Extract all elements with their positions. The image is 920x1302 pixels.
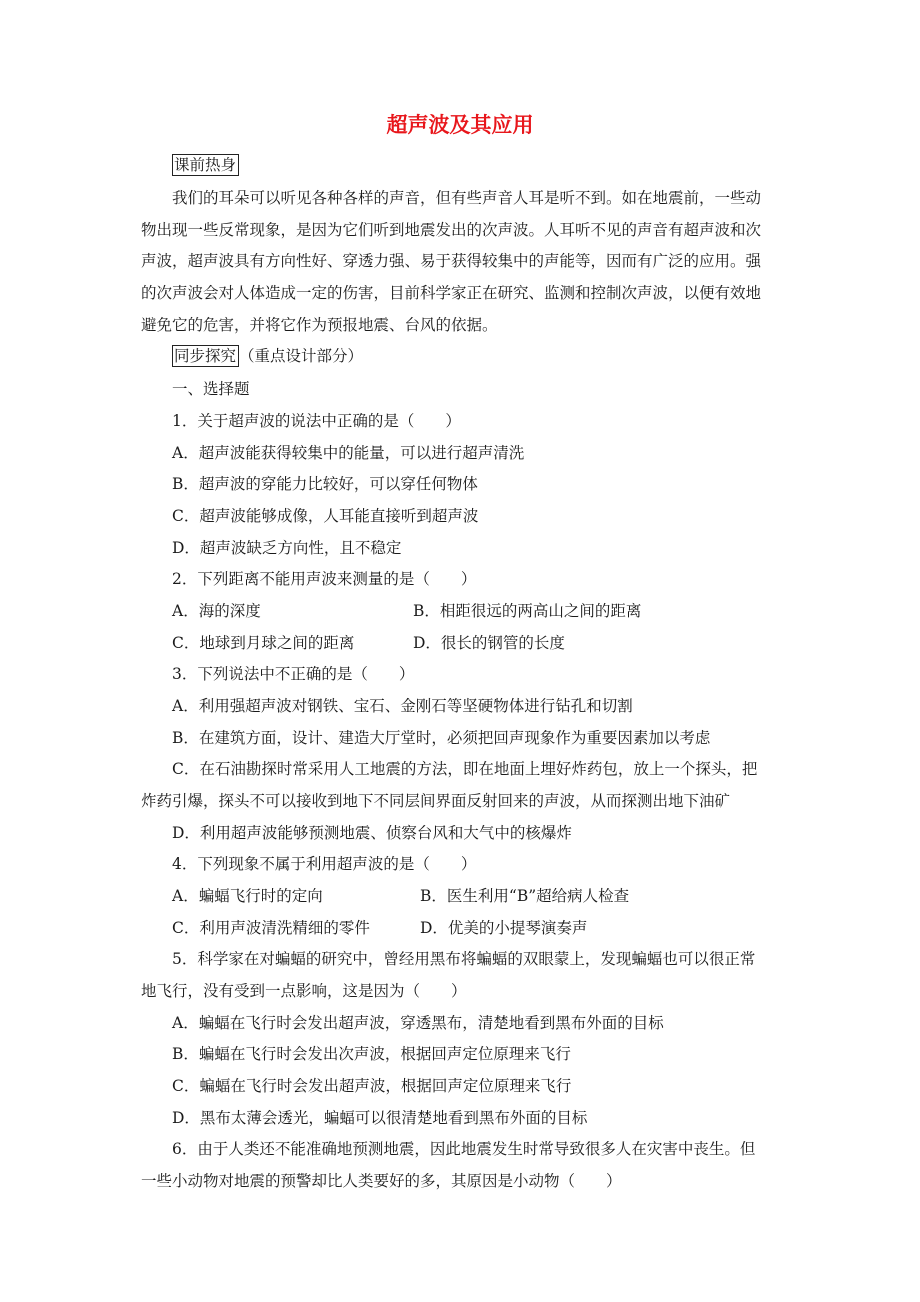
- q4-option-c: C．利用声波清洗精细的零件: [172, 919, 370, 937]
- q2-option-b: B．相距很远的两高山之间的距离: [413, 602, 642, 620]
- q5-option-a: A．蝙蝠在飞行时会发出超声波，穿透黑布，清楚地看到黑布外面的目标: [172, 1014, 664, 1032]
- q4-option-d: D．优美的小提琴演奏声: [420, 919, 588, 937]
- page-title: 超声波及其应用: [386, 113, 534, 137]
- q3-option-c-line-1: C．在石油勘探时常采用人工地震的方法，即在地面上埋好炸药包，放上一个探头，把: [172, 760, 758, 778]
- q1-option-c: C．超声波能够成像，人耳能直接听到超声波: [172, 507, 479, 525]
- q3-option-c-line-2: 炸药引爆，探头不可以接收到地下不同层间界面反射回来的声波，从而探测出地下油矿: [141, 792, 731, 810]
- warmup-heading: 课前热身: [172, 154, 239, 176]
- q3-option-b: B．在建筑方面，设计、建造大厅堂时，必须把回声现象作为重要因素加以考虑: [172, 729, 711, 747]
- warmup-line-1: 我们的耳朵可以听见各种各样的声音，但有些声音人耳是听不到。如在地震前，一些动: [172, 189, 762, 207]
- q2-option-a: A．海的深度: [172, 602, 261, 620]
- q1-option-d: D．超声波缺乏方向性，且不稳定: [172, 539, 402, 557]
- warmup-line-5: 避免它的危害，并将它作为预报地震、台风的依据。: [141, 316, 498, 334]
- q4-stem: 4．下列现象不属于利用超声波的是（ ）: [172, 855, 477, 873]
- sync-heading-row: [172, 345, 822, 367]
- q2-stem: 2．下列距离不能用声波来测量的是（ ）: [172, 570, 477, 588]
- q6-stem-line-2: 一些小动物对地震的预警却比人类要好的多，其原因是小动物（ ）: [141, 1172, 622, 1190]
- q4-option-a: A．蝙蝠飞行时的定向: [172, 887, 323, 905]
- warmup-line-3: 声波，超声波具有方向性好、穿透力强、易于获得较集中的声能等，因而有广泛的应用。强: [141, 252, 762, 270]
- q6-stem-line-1: 6．由于人类还不能准确地预测地震，因此地震发生时常导致很多人在灾害中丧生。但: [172, 1140, 756, 1158]
- q2-option-d: D．很长的钢管的长度: [413, 634, 565, 652]
- q3-stem: 3．下列说法中不正确的是（ ）: [172, 665, 415, 683]
- warmup-line-2: 物出现一些反常现象，是因为它们听到地震发出的次声波。人耳听不见的声音有超声波和次: [141, 221, 762, 239]
- q1-option-b: B．超声波的穿能力比较好，可以穿任何物体: [172, 475, 478, 493]
- q5-option-c: C．蝙蝠在飞行时会发出超声波，根据回声定位原理来飞行: [172, 1077, 572, 1095]
- sync-heading: 同步探究: [172, 345, 239, 367]
- warmup-line-4: 的次声波会对人体造成一定的伤害，目前科学家正在研究、监测和控制次声波，以便有效地: [141, 284, 762, 302]
- sync-note: （重点设计部分）: [239, 347, 364, 365]
- q3-option-a: A．利用强超声波对钢铁、宝石、金刚石等坚硬物体进行钻孔和切割: [172, 697, 633, 715]
- q5-option-b: B．蝙蝠在飞行时会发出次声波，根据回声定位原理来飞行: [172, 1045, 571, 1063]
- q1-stem: 1．关于超声波的说法中正确的是（ ）: [172, 412, 461, 430]
- q2-option-c: C．地球到月球之间的距离: [172, 634, 355, 652]
- q5-option-d: D．黑布太薄会透光，蝙蝠可以很清楚地看到黑布外面的目标: [172, 1109, 588, 1127]
- q5-stem-line-2: 地飞行，没有受到一点影响，这是因为（ ）: [141, 982, 467, 1000]
- q5-stem-line-1: 5．科学家在对蝙蝠的研究中，曾经用黑布将蝙蝠的双眼蒙上，发现蝙蝠也可以很正常: [172, 950, 756, 968]
- warmup-heading-row: [172, 154, 822, 176]
- q1-option-a: A．超声波能获得较集中的能量，可以进行超声清洗: [172, 444, 525, 462]
- q3-option-d: D．利用超声波能够预测地震、侦察台风和大气中的核爆炸: [172, 824, 572, 842]
- q4-option-b: B．医生利用“B”超给病人检查: [420, 887, 630, 905]
- section-heading: 一、选择题: [172, 380, 250, 398]
